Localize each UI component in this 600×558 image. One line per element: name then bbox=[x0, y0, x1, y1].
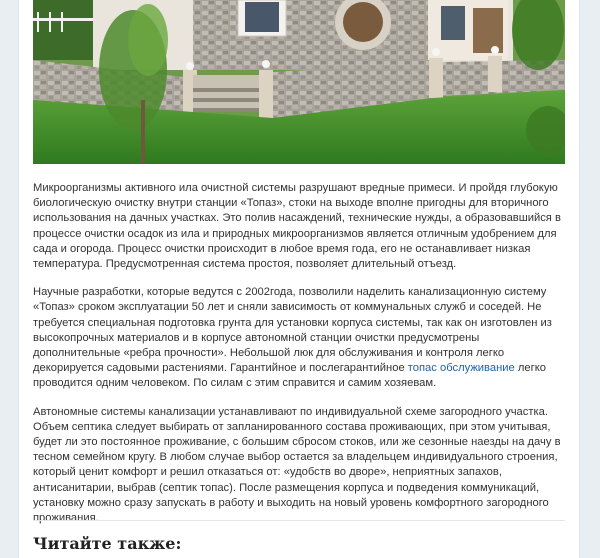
paragraph-2-text-start: Научные разработки, которые ведутся с 2002года, позволили наделить канализационную систему «Топаз» сроком эксплуатации 50 лет и сняли зависимость от коммунальных служб и соседей. Не требуется специальная подготовка грунта для установки корпуса системы, так как он изготовлен из высокопрочных материалов и в корпусе автономной станции очистки предусмотрены дополнительные «ребра прочности». Небольшой люк для обслуживания и контроля легко декорируется садовыми растениями. Гарантийное и послегарантийное bbox=[33, 286, 552, 375]
read-also-heading: Читайте также: bbox=[33, 534, 182, 553]
section-divider bbox=[33, 520, 565, 521]
paragraph-2 bbox=[33, 285, 565, 391]
paragraph-2-text-end: легко проводится одним человеком. По силам с этим справится и самим хозяевам. bbox=[33, 362, 546, 390]
paragraph-1: Микроорганизмы активного ила очистной системы разрушают вредные примеси. И пройдя глубокую биологическую очистку внутри станции «Топаз», стоки на выходе вполне пригодны для вторичного использования на дачных участках. Это полив насаждений, технические нужды, а образовавшийся в процессе очистки осадок из ила и природных микроорганизмов является отличным удобрением для сада и огорода. Процесс очистки происходит в любое время года, его не останавливает низкая температура. Предусмотренная система простоя, позволяет длительный отъезд. bbox=[33, 182, 561, 271]
article-page bbox=[18, 0, 580, 558]
house-illustration bbox=[33, 0, 565, 164]
article-body bbox=[33, 181, 565, 539]
paragraph-3: Автономные системы канализации устанавливают по индивидуальной схеме загородного участка. Объем септика следует выбирать от запланированного состава проживающих, при этом учитывая, будет ли это постоянное проживание, с большим сбросом стоков, или же сезонные наезды на дачу в тесном семейном кругу. В любом случае выбор остается за владельцем индивидуального строения, который ценит комфорт и решил отказаться от: «удобств во дворе», неприятных запахов, антисанитарии, выбрав (септик топас). После размещения корпуса и подведения коммуникаций, установку можно сразу запускать в работу и выходить на новый уровень комфортного загородного проживания. bbox=[33, 405, 561, 525]
house-photo bbox=[33, 0, 565, 164]
topas-service-link[interactable]: топас обслуживание bbox=[407, 362, 515, 375]
